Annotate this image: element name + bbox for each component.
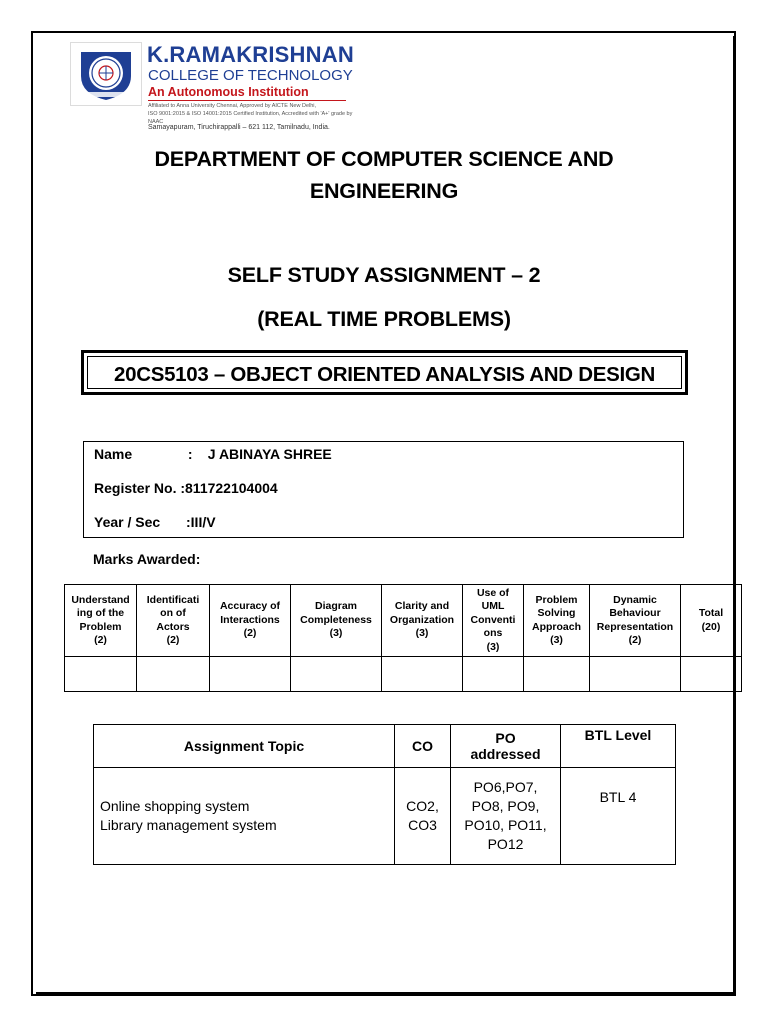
header-text: (20)	[701, 620, 721, 633]
header-text: (3)	[550, 634, 563, 646]
header-text: (3)	[329, 627, 343, 640]
header-text: Actors	[156, 620, 190, 633]
criterion-header	[137, 585, 210, 657]
header-text: ing of the	[76, 607, 125, 619]
btl-header: BTL Level	[561, 725, 676, 768]
header-text: Diagram	[314, 600, 357, 613]
btl-cell: BTL 4	[561, 768, 676, 865]
score-cell[interactable]	[291, 657, 382, 692]
po-line: PO6,PO7,	[473, 779, 538, 795]
score-cell[interactable]	[382, 657, 463, 692]
header-text: Behaviour	[609, 607, 661, 619]
college-emblem-icon	[77, 46, 135, 102]
co-cell	[395, 768, 451, 865]
topic-header-row	[94, 725, 676, 768]
po-line: PO8, PO9,	[471, 798, 540, 814]
marks-score-row	[65, 657, 742, 692]
score-cell[interactable]	[137, 657, 210, 692]
assignment-title: SELF STUDY ASSIGNMENT – 2	[227, 263, 541, 287]
topic-cell	[94, 768, 395, 865]
header-text: Conventi	[470, 613, 516, 626]
course-title: 20CS5103 – OBJECT ORIENTED ANALYSIS AND DESIGN	[114, 363, 655, 386]
header-text: UML	[481, 600, 505, 613]
header-text: (2)	[243, 627, 257, 640]
affiliation-line: ISO 9001:2015 & ISO 14001:2015 Certified Institution, Accredited with 'A+' grade by NAAC	[148, 111, 353, 125]
score-cell[interactable]	[463, 657, 524, 692]
assignment-subtitle: (REAL TIME PROBLEMS)	[257, 307, 511, 331]
score-cell[interactable]	[590, 657, 681, 692]
score-cell[interactable]	[210, 657, 291, 692]
course-title-box	[81, 350, 688, 395]
autonomous-label: An Autonomous Institution	[148, 85, 309, 99]
student-info-box	[83, 441, 684, 538]
header-text: (2)	[628, 634, 642, 646]
header-text: Organization	[389, 613, 455, 626]
criterion-header	[463, 585, 524, 657]
name-separator: :	[187, 446, 193, 462]
po-header-line: addressed	[470, 746, 541, 762]
score-cell[interactable]	[65, 657, 137, 692]
year-separator: :	[186, 514, 191, 530]
college-subtitle: COLLEGE OF TECHNOLOGY	[148, 67, 353, 84]
po-line: PO12	[487, 836, 524, 852]
po-header	[451, 725, 561, 768]
header-text: (3)	[415, 627, 429, 640]
header-text: ons	[483, 627, 503, 640]
topic-item: Online shopping system	[100, 798, 250, 814]
header-text: Interactions	[220, 613, 280, 626]
name-label: Name	[94, 446, 133, 462]
department-line: DEPARTMENT OF COMPUTER SCIENCE AND	[154, 147, 614, 171]
header-text: Total	[698, 607, 724, 619]
header-text: on of	[160, 607, 186, 619]
header-text: Use of	[476, 586, 510, 599]
header-text: Completeness	[300, 613, 372, 626]
header-text: Identificati	[146, 593, 200, 606]
po-cell	[451, 768, 561, 865]
marks-table	[64, 584, 742, 692]
header-text: Approach	[531, 620, 581, 633]
marks-header-row	[65, 585, 742, 657]
college-logo	[70, 42, 142, 106]
header-text: Solving	[537, 607, 576, 619]
header-text: Clarity and	[394, 600, 450, 613]
affiliation-line: Affiliated to Anna University Chennai, Approved by AICTE New Delhi,	[148, 103, 317, 109]
co-header: CO	[395, 725, 451, 768]
header-text: Understand	[71, 593, 130, 606]
score-cell[interactable]	[524, 657, 590, 692]
criterion-header	[291, 585, 382, 657]
topic-header: Assignment Topic	[94, 725, 395, 768]
department-title	[100, 143, 668, 207]
college-name: K.RAMAKRISHNAN	[147, 42, 354, 67]
header-text: Dynamic	[613, 593, 657, 606]
course-title-inner-border	[87, 356, 682, 389]
criterion-header	[524, 585, 590, 657]
register-number: 811722104004	[185, 480, 278, 496]
header-text: Problem	[79, 620, 122, 633]
criterion-header	[382, 585, 463, 657]
criterion-header	[210, 585, 291, 657]
assignment-topic-table	[93, 724, 676, 865]
marks-awarded-label: Marks Awarded:	[93, 551, 201, 567]
co-line: CO3	[408, 817, 437, 833]
year-section-label: Year / Sec	[94, 514, 161, 530]
register-row	[94, 480, 278, 496]
header-text: Problem	[535, 593, 578, 606]
student-name-row	[94, 446, 332, 462]
header-text: Accuracy of	[219, 600, 281, 613]
college-address: Samayapuram, Tiruchirappalli – 621 112, Tamilnadu, India.	[148, 124, 330, 131]
po-header-line: PO	[495, 730, 516, 746]
criterion-header	[590, 585, 681, 657]
criterion-header	[65, 585, 137, 657]
total-header	[681, 585, 742, 657]
student-name: J ABINAYA SHREE	[207, 446, 332, 462]
department-line: ENGINEERING	[309, 179, 459, 203]
header-text: (2)	[166, 634, 180, 646]
affiliation-text	[148, 102, 358, 126]
register-label: Register No. :	[94, 480, 186, 496]
year-section-value: III/V	[190, 514, 216, 530]
co-line: CO2,	[406, 798, 439, 814]
topic-row	[94, 768, 676, 865]
header-text: (2)	[94, 634, 107, 646]
topic-item: Library management system	[100, 817, 277, 833]
po-line: PO10, PO11,	[464, 817, 547, 833]
header-text: (3)	[486, 640, 500, 653]
total-score-cell[interactable]	[681, 657, 742, 692]
year-section-row	[94, 514, 216, 530]
header-rule	[148, 100, 346, 101]
header-text: Representation	[596, 620, 674, 633]
